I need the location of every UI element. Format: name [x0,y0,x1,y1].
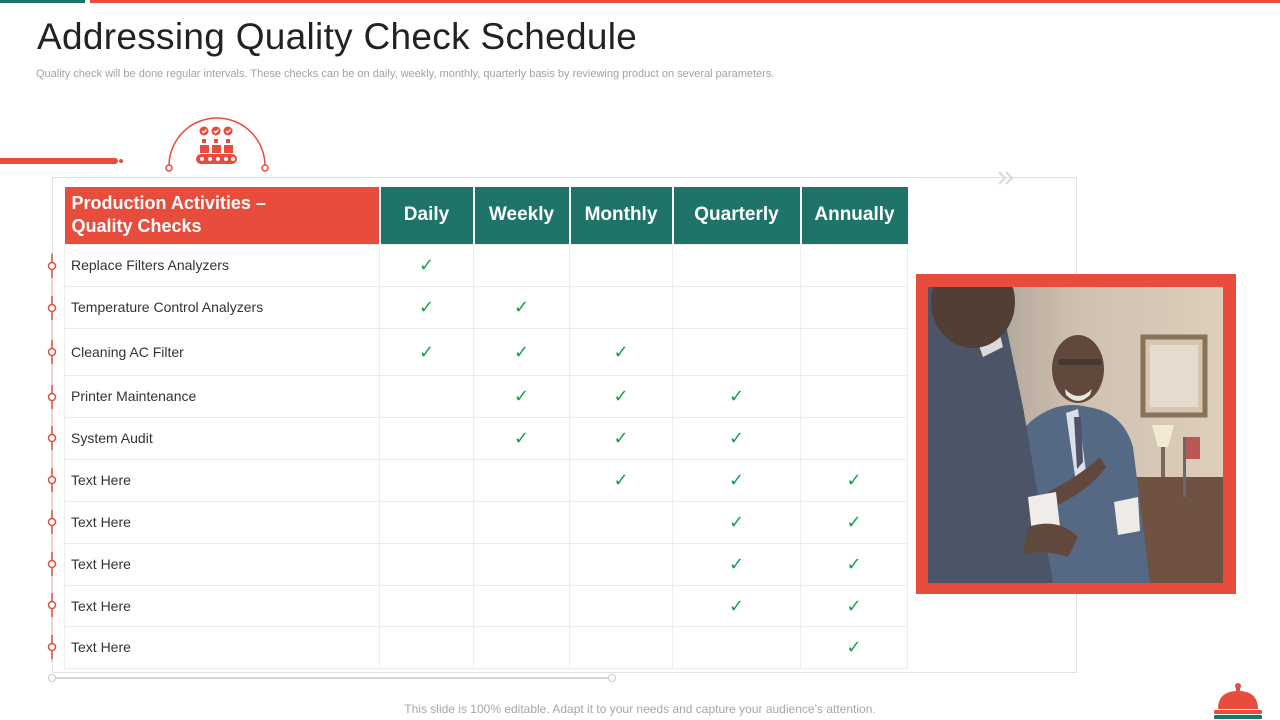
check-cell-weekly [474,543,570,585]
checkmark-icon: ✓ [728,554,745,574]
checkmark-icon: ✓ [418,297,435,317]
service-bell-icon [1212,681,1268,719]
check-cell-annually [801,543,908,585]
check-cell-weekly [474,375,570,417]
table-row [65,286,908,328]
table-row [65,585,908,626]
table-row [65,375,908,417]
header-quarterly: Quarterly [673,187,801,244]
check-cell-weekly [474,286,570,328]
business-meeting-illustration [928,287,1223,583]
row-timeline [0,0,70,670]
checkmark-icon: ✓ [613,428,629,448]
checkmark-icon: ✓ [846,470,862,490]
checkmark-icon: ✓ [846,595,862,616]
check-cell-weekly [474,328,570,375]
header-daily: Daily [380,187,474,244]
left-accent-dot [119,159,123,163]
check-cell-quarterly [673,417,801,459]
quality-check-table [64,187,908,669]
check-cell-quarterly [673,585,801,626]
checkmark-icon: ✓ [728,386,745,406]
checkmark-icon: ✓ [418,255,435,275]
check-cell-weekly [474,501,570,543]
check-cell-quarterly [673,328,801,375]
checkmark-icon: ✓ [728,428,745,448]
header-weekly: Weekly [474,187,570,244]
activity-label: Text Here [65,501,380,543]
checkmark-icon: ✓ [418,341,435,362]
check-cell-weekly [474,626,570,668]
table-body [65,244,908,668]
check-cell-annually [801,585,908,626]
activity-label: Text Here [65,585,380,626]
checkmark-icon: ✓ [728,595,745,616]
check-cell-monthly [570,328,673,375]
check-cell-annually [801,375,908,417]
table-row [65,459,908,501]
checkmark-icon: ✓ [513,386,530,406]
check-cell-quarterly [673,543,801,585]
check-cell-annually [801,286,908,328]
table-row [65,626,908,668]
check-cell-monthly [570,417,673,459]
checkmark-icon: ✓ [513,341,530,362]
bottom-divider-dot-left [48,674,56,682]
check-cell-quarterly [673,244,801,286]
bottom-divider [52,677,612,679]
checkmark-icon: ✓ [846,554,862,574]
table-header-row [65,187,908,244]
double-chevron-right-icon [996,170,1020,186]
check-cell-weekly [474,459,570,501]
activity-label: Text Here [65,626,380,668]
header-activity-line2: Quality Checks [71,216,202,237]
check-cell-quarterly [673,626,801,668]
check-cell-annually [801,501,908,543]
header-annually: Annually [801,187,908,244]
check-cell-quarterly [673,459,801,501]
check-cell-monthly [570,501,673,543]
header-activity [65,187,380,244]
check-cell-monthly [570,244,673,286]
check-cell-annually [801,417,908,459]
checkmark-icon: ✓ [613,470,629,490]
checkmark-icon: ✓ [613,386,629,406]
slide-subtitle: Quality check will be done regular intervals. These checks can be on daily, weekly, monthly, quarterly basis by reviewing product on several parameters. [36,68,775,80]
check-cell-annually [801,244,908,286]
check-cell-monthly [570,585,673,626]
slide-footer: This slide is 100% editable. Adapt it to your needs and capture your audience’s attention. [404,702,876,716]
checkmark-icon: ✓ [513,428,530,448]
check-cell-monthly [570,543,673,585]
checkmark-icon: ✓ [846,512,862,532]
check-cell-annually [801,459,908,501]
conveyor-quality-check-icon [162,104,272,176]
activity-label: Temperature Control Analyzers [65,286,380,328]
check-cell-daily [380,417,474,459]
table-row [65,543,908,585]
check-cell-daily [380,328,474,375]
check-cell-monthly [570,459,673,501]
activity-label: Replace Filters Analyzers [65,244,380,286]
check-cell-monthly [570,375,673,417]
check-cell-daily [380,543,474,585]
table-row [65,244,908,286]
check-cell-daily [380,626,474,668]
checkmark-icon: ✓ [513,297,530,317]
check-cell-daily [380,501,474,543]
check-cell-weekly [474,244,570,286]
check-cell-daily [380,459,474,501]
check-cell-annually [801,626,908,668]
check-cell-daily [380,585,474,626]
check-cell-monthly [570,286,673,328]
check-cell-daily [380,375,474,417]
top-accent-red [90,0,1280,3]
check-cell-daily [380,244,474,286]
activity-label: Printer Maintenance [65,375,380,417]
check-cell-weekly [474,585,570,626]
check-cell-quarterly [673,286,801,328]
check-cell-quarterly [673,501,801,543]
header-monthly: Monthly [570,187,673,244]
table-row [65,417,908,459]
activity-label: Text Here [65,459,380,501]
checkmark-icon: ✓ [846,637,862,657]
table-row [65,501,908,543]
table-row [65,328,908,375]
header-activity-line1: Production Activities – [71,193,266,214]
checkmark-icon: ✓ [613,341,629,362]
checkmark-icon: ✓ [728,470,745,490]
business-meeting-photo [928,287,1223,583]
check-cell-monthly [570,626,673,668]
checkmark-icon: ✓ [728,512,745,532]
check-cell-weekly [474,417,570,459]
activity-label: Text Here [65,543,380,585]
check-cell-annually [801,328,908,375]
slide-title: Addressing Quality Check Schedule [37,16,638,57]
activity-label: Cleaning AC Filter [65,328,380,375]
check-cell-quarterly [673,375,801,417]
check-cell-daily [380,286,474,328]
bottom-divider-dot-right [608,674,616,682]
activity-label: System Audit [65,417,380,459]
